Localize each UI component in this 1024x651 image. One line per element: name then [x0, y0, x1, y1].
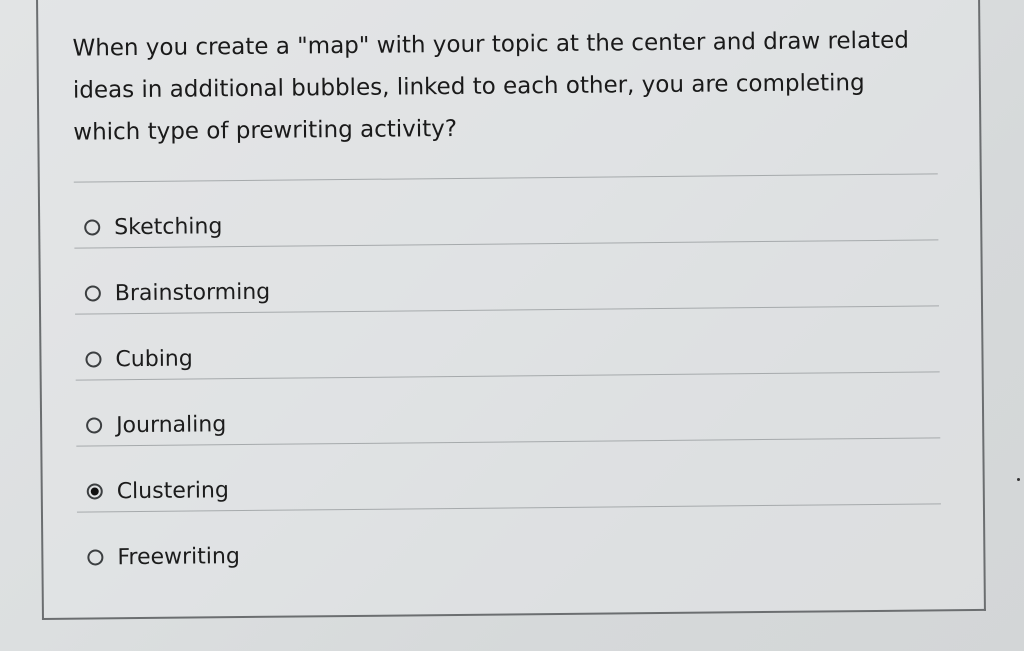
- option-label: Sketching: [114, 213, 223, 240]
- radio-button-selected[interactable]: [87, 483, 103, 499]
- radio-button[interactable]: [85, 285, 101, 301]
- option-brainstorming[interactable]: [85, 274, 271, 312]
- quiz-question-card: [36, 0, 986, 620]
- divider: [76, 371, 940, 380]
- question-text: When you create a "map" with your topic at the center and draw related ideas in additional bubbles, linked to each other, you are completing which type of prewriting activity?: [72, 27, 909, 146]
- radio-button[interactable]: [87, 549, 103, 565]
- screen-speck: [1017, 478, 1020, 481]
- option-sketching[interactable]: [84, 208, 222, 245]
- option-label: Brainstorming: [114, 279, 271, 306]
- option-cubing[interactable]: [85, 341, 193, 378]
- radio-button[interactable]: [84, 219, 100, 235]
- option-clustering[interactable]: [87, 472, 229, 509]
- divider: [74, 173, 938, 182]
- option-freewriting[interactable]: [87, 538, 240, 575]
- radio-button[interactable]: [86, 417, 102, 433]
- option-label: Cubing: [115, 346, 193, 372]
- option-label: Journaling: [116, 411, 227, 438]
- option-journaling[interactable]: [86, 406, 226, 443]
- option-label: Freewriting: [117, 543, 240, 570]
- radio-button[interactable]: [85, 351, 101, 367]
- option-label: Clustering: [116, 477, 229, 504]
